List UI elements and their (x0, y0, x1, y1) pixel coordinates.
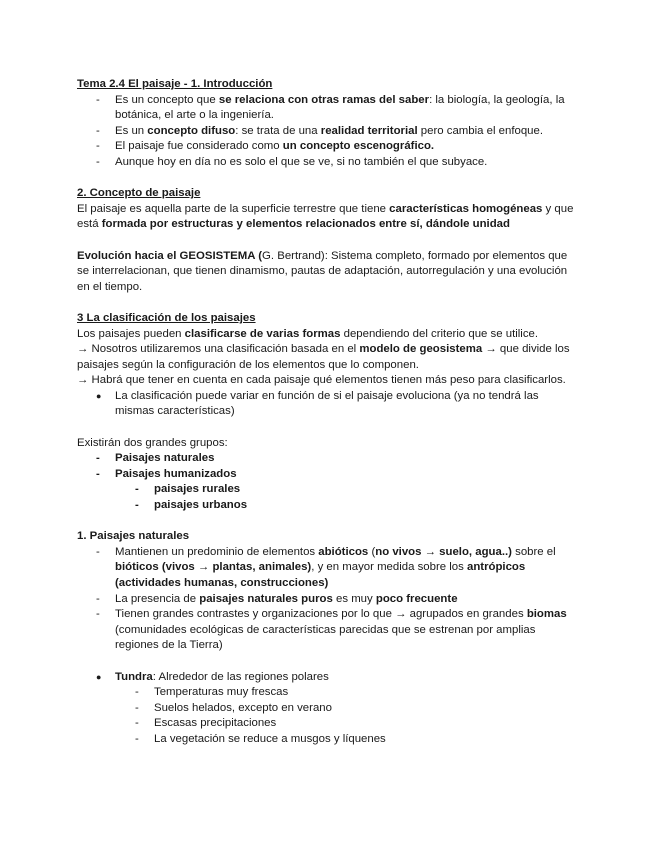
list-item: - La presencia de paisajes naturales puros es muy poco frecuente (77, 592, 577, 608)
list-item: ● Tundra: Alrededor de las regiones polares (77, 670, 577, 686)
geosystem-paragraph: Evolución hacia el GEOSISTEMA (G. Bertrand): Sistema completo, formado por elementos que se interrelacionan, que tienen dinamismo, pautas de adaptación, autorregulación y una evolución en el tiempo. (77, 249, 568, 293)
classification-paragraph: Los paisajes pueden clasificarse de varias formas dependiendo del criterio que se utilice. (77, 327, 539, 340)
section-3-heading: 3 La clasificación de los paisajes (77, 311, 256, 324)
geosystem-model-paragraph: → Nosotros utilizaremos una clasificación basada en el modelo de geosistema → que divide los paisajes según la configuración de los elementos que lo componen. (77, 343, 570, 371)
list-item: - Paisajes humanizados (77, 467, 577, 483)
section-1-heading: Tema 2.4 El paisaje - 1. Introducción (77, 78, 273, 90)
list-item: - paisajes urbanos (77, 498, 577, 514)
weight-paragraph: → Habrá que tener en cuenta en cada paisaje qué elementos tienen más peso para clasificarlos. (77, 374, 566, 387)
list-item: - Suelos helados, excepto en verano (77, 701, 577, 717)
list-item: - paisajes rurales (77, 482, 577, 498)
tundra-list (77, 670, 577, 686)
list-item: ● La clasificación puede variar en función de si el paisaje evoluciona (ya no tendrá las mismas características) (77, 389, 577, 420)
intro-list (77, 93, 577, 171)
humanized-sublist (77, 482, 577, 513)
natural-landscapes-list (77, 545, 577, 654)
concept-paragraph: El paisaje es aquella parte de la superficie terrestre que tiene características homogéneas y que está formada por estructuras y elementos relacionados entre sí, dándole unidad (77, 202, 574, 231)
list-item: - Temperaturas muy frescas (77, 685, 577, 701)
groups-intro: Existirán dos grandes grupos: (77, 436, 228, 449)
groups-list (77, 451, 577, 482)
classification-bullet-list (77, 389, 577, 420)
list-item: - Es un concepto difuso: se trata de una realidad territorial pero cambia el enfoque. (77, 124, 577, 140)
list-item: - Mantienen un predominio de elementos abióticos (no vivos → suelo, agua..) sobre el bióticos (vivos → plantas, animales), y en mayor medida sobre los antrópicos (actividades humanas, construcciones) (77, 545, 577, 592)
list-item: - Escasas precipitaciones (77, 716, 577, 732)
list-item: - Es un concepto que se relaciona con otras ramas del saber: la biología, la geología, la botánica, el arte o la ingeniería. (77, 93, 577, 124)
list-item: - Paisajes naturales (77, 451, 577, 467)
list-item: - Aunque hoy en día no es solo el que se ve, si no también el que subyace. (77, 155, 577, 171)
document-page (77, 77, 577, 748)
section-2-heading: 2. Concepto de paisaje (77, 187, 201, 200)
list-item: - El paisaje fue considerado como un concepto escenográfico. (77, 139, 577, 155)
natural-landscapes-heading: 1. Paisajes naturales (77, 530, 190, 543)
list-item: - La vegetación se reduce a musgos y líquenes (77, 732, 577, 748)
list-item: - Tienen grandes contrastes y organizaciones por lo que → agrupados en grandes biomas (comunidades ecológicas de características parecidas que se estrenan por amplias regiones de la Tierra) (77, 607, 577, 654)
tundra-sublist (77, 685, 577, 747)
